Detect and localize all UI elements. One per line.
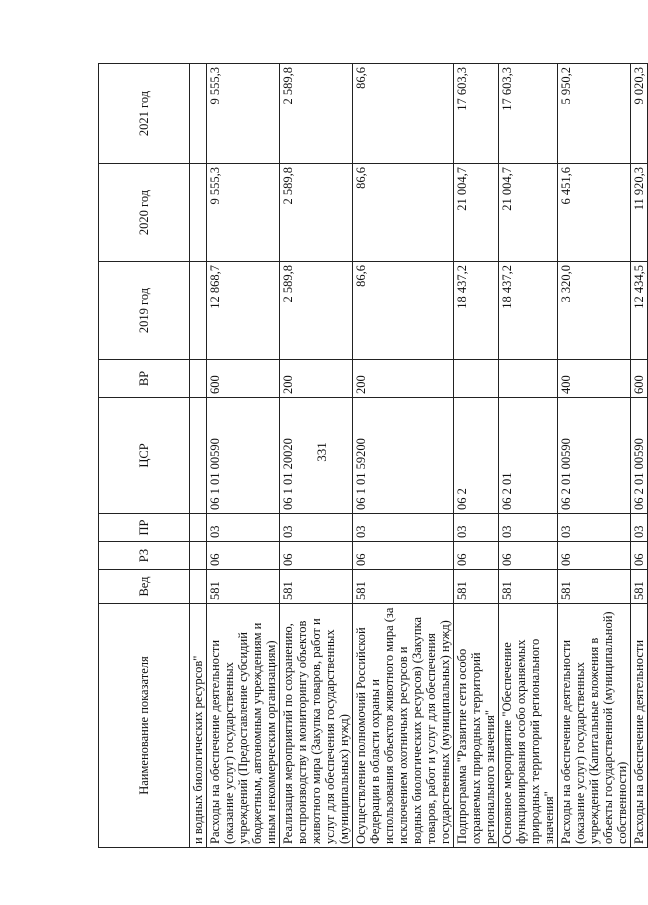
cell-csr: 06 2 01 00590 — [558, 398, 631, 514]
table-row — [454, 64, 499, 848]
cell-rz: 06 — [207, 542, 280, 570]
cell-name: Основное мероприятие "Обеспечение функционирования особо охраняемых природных территорий регионального значения" — [499, 604, 558, 848]
cell-ved: 581 — [558, 570, 631, 604]
cell-rz: 06 — [631, 542, 648, 570]
cell-pr: 03 — [207, 514, 280, 542]
cell-ved: 581 — [499, 570, 558, 604]
cell-2021: 9 555,3 — [207, 64, 280, 164]
cell-2021: 2 589,8 — [280, 64, 353, 164]
cell-2021: 5 950,2 — [558, 64, 631, 164]
cell-pr: 03 — [499, 514, 558, 542]
table-row — [353, 64, 454, 848]
cell-2019: 3 320,0 — [558, 262, 631, 360]
cell-csr: 06 1 01 00590 — [207, 398, 280, 514]
table-row — [499, 64, 558, 848]
cell-2019 — [190, 262, 207, 360]
cell-rz — [190, 542, 207, 570]
cell-2019: 12 434,5 — [631, 262, 648, 360]
cell-pr: 03 — [454, 514, 499, 542]
cell-rz: 06 — [499, 542, 558, 570]
cell-vr: 600 — [207, 360, 280, 398]
cell-rz: 06 — [280, 542, 353, 570]
col-header-ved: Вед — [99, 570, 190, 604]
cell-name: Подпрограмма "Развитие сети особо охраняемых природных территорий регионального значения" — [454, 604, 499, 848]
cell-csr — [190, 398, 207, 514]
cell-ved: 581 — [280, 570, 353, 604]
cell-csr: 06 1 01 20020 — [280, 398, 353, 514]
cell-2019: 18 437,2 — [499, 262, 558, 360]
cell-pr: 03 — [353, 514, 454, 542]
cell-ved: 581 — [207, 570, 280, 604]
cell-csr: 06 1 01 59200 — [353, 398, 454, 514]
col-header-rz: РЗ — [99, 542, 190, 570]
cell-2021: 17 603,3 — [454, 64, 499, 164]
cell-name: и водных биологических ресурсов" — [190, 604, 207, 848]
cell-rz: 06 — [353, 542, 454, 570]
table-row — [190, 64, 207, 848]
cell-name: Реализация мероприятий по сохранению, воспроизводству и мониторингу объектов животного мира (Закупка товаров, работ и услуг для обеспечения государственных (муниципальных) нужд) — [280, 604, 353, 848]
cell-2019: 18 437,2 — [454, 262, 499, 360]
cell-pr: 03 — [558, 514, 631, 542]
cell-2020: 21 004,7 — [454, 164, 499, 262]
cell-2020 — [190, 164, 207, 262]
col-header-2021: 2021 год — [99, 64, 190, 164]
cell-name: Расходы на обеспечение деятельности — [631, 604, 648, 848]
cell-pr — [190, 514, 207, 542]
table-row — [631, 64, 648, 848]
cell-name: Расходы на обеспечение деятельности (оказание услуг) государственных учреждений (Предоставление субсидий бюджетным, автономным учреждениям и иным некоммерческим организациям) — [207, 604, 280, 848]
cell-vr: 600 — [631, 360, 648, 398]
cell-vr — [454, 360, 499, 398]
table-row — [280, 64, 353, 848]
table-row — [558, 64, 631, 848]
cell-2020: 86,6 — [353, 164, 454, 262]
cell-2020: 2 589,8 — [280, 164, 353, 262]
cell-vr: 200 — [280, 360, 353, 398]
cell-pr: 03 — [631, 514, 648, 542]
cell-name: Осуществление полномочий Российской Федерации в области охраны и использования объектов животного мира (за исключением охотничьих ресурсов и водных биологических ресурсов) (Закупка товаров, работ и услуг для обеспечения государственных (муниципальных) нужд) — [353, 604, 454, 848]
cell-vr — [190, 360, 207, 398]
cell-2021 — [190, 64, 207, 164]
cell-ved: 581 — [353, 570, 454, 604]
cell-pr: 03 — [280, 514, 353, 542]
col-header-pr: ПР — [99, 514, 190, 542]
cell-2020: 11 920,3 — [631, 164, 648, 262]
cell-2020: 9 555,3 — [207, 164, 280, 262]
cell-2019: 2 589,8 — [280, 262, 353, 360]
page-number: 331 — [314, 442, 329, 462]
col-header-2020: 2020 год — [99, 164, 190, 262]
cell-csr: 06 2 — [454, 398, 499, 514]
cell-rz: 06 — [454, 542, 499, 570]
cell-ved: 581 — [631, 570, 648, 604]
cell-2021: 9 020,3 — [631, 64, 648, 164]
col-header-name: Наименование показателя — [99, 604, 190, 848]
cell-vr: 400 — [558, 360, 631, 398]
table-row — [207, 64, 280, 848]
budget-table-sheet — [98, 64, 646, 848]
col-header-csr: ЦСР — [99, 398, 190, 514]
cell-2019: 12 868,7 — [207, 262, 280, 360]
cell-2020: 21 004,7 — [499, 164, 558, 262]
cell-vr: 200 — [353, 360, 454, 398]
col-header-vr: ВР — [99, 360, 190, 398]
cell-ved: 581 — [454, 570, 499, 604]
cell-2021: 17 603,3 — [499, 64, 558, 164]
cell-vr — [499, 360, 558, 398]
cell-name: Расходы на обеспечение деятельности (оказание услуг) государственных учреждений (Капитальные вложения в объекты государственной (муниципальной) собственности) — [558, 604, 631, 848]
cell-2021: 86,6 — [353, 64, 454, 164]
cell-2020: 6 451,6 — [558, 164, 631, 262]
col-header-2019: 2019 год — [99, 262, 190, 360]
cell-rz: 06 — [558, 542, 631, 570]
cell-2019: 86,6 — [353, 262, 454, 360]
table-header-row — [99, 64, 190, 848]
cell-csr: 06 2 01 — [499, 398, 558, 514]
cell-ved — [190, 570, 207, 604]
cell-csr: 06 2 01 00590 — [631, 398, 648, 514]
budget-table — [98, 63, 648, 848]
